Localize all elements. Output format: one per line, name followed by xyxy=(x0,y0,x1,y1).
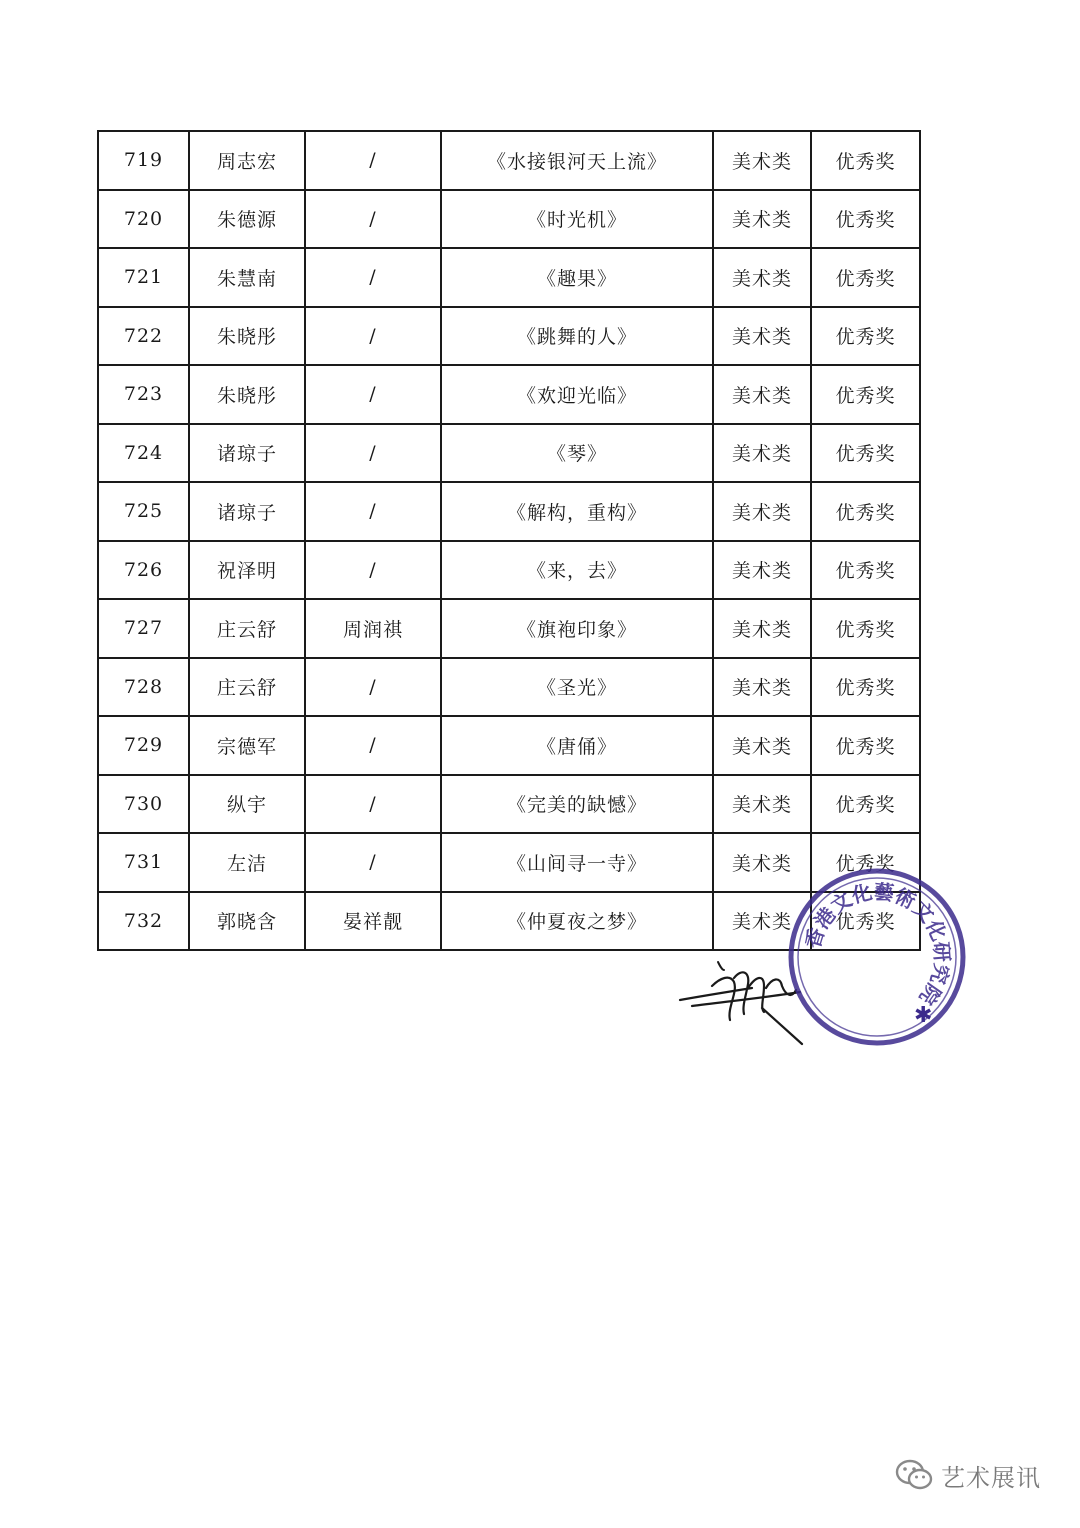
cell-category: 美术类 xyxy=(713,833,811,892)
cell-award: 优秀奖 xyxy=(811,307,920,366)
cell-author: 庄云舒 xyxy=(189,599,305,658)
cell-category: 美术类 xyxy=(713,482,811,541)
table-row xyxy=(98,716,920,775)
table-row xyxy=(98,658,920,717)
cell-category: 美术类 xyxy=(713,365,811,424)
cell-no: 729 xyxy=(98,716,189,775)
watermark-label: 艺术展讯 xyxy=(941,1463,1041,1492)
cell-category: 美术类 xyxy=(713,248,811,307)
cell-author: 朱晓彤 xyxy=(189,365,305,424)
seal-star-icon: ✱ xyxy=(914,1003,933,1028)
seal-text: 香港文化藝術文化研究院 xyxy=(800,879,955,1010)
cell-category: 美术类 xyxy=(713,658,811,717)
cell-title: 《时光机》 xyxy=(441,190,713,249)
cell-title: 《趣果》 xyxy=(441,248,713,307)
awards-table-body xyxy=(98,131,920,950)
cell-title: 《琴》 xyxy=(441,424,713,483)
cell-title: 《仲夏夜之梦》 xyxy=(441,892,713,951)
table-row xyxy=(98,365,920,424)
cell-title: 《旗袍印象》 xyxy=(441,599,713,658)
cell-author: 纵宇 xyxy=(189,775,305,834)
cell-category: 美术类 xyxy=(713,892,811,951)
cell-award: 优秀奖 xyxy=(811,424,920,483)
cell-advisor: 晏祥靓 xyxy=(305,892,441,951)
table-row xyxy=(98,599,920,658)
cell-no: 724 xyxy=(98,424,189,483)
cell-no: 719 xyxy=(98,131,189,190)
table-row xyxy=(98,190,920,249)
cell-category: 美术类 xyxy=(713,307,811,366)
cell-title: 《跳舞的人》 xyxy=(441,307,713,366)
cell-advisor: / xyxy=(305,775,441,834)
awards-table xyxy=(97,130,921,951)
cell-advisor: 周润祺 xyxy=(305,599,441,658)
cell-author: 诸琼子 xyxy=(189,424,305,483)
cell-author: 周志宏 xyxy=(189,131,305,190)
table-row xyxy=(98,424,920,483)
cell-title: 《欢迎光临》 xyxy=(441,365,713,424)
cell-award: 优秀奖 xyxy=(811,892,920,951)
cell-no: 732 xyxy=(98,892,189,951)
cell-award: 优秀奖 xyxy=(811,833,920,892)
cell-no: 721 xyxy=(98,248,189,307)
cell-title: 《唐俑》 xyxy=(441,716,713,775)
cell-author: 朱慧南 xyxy=(189,248,305,307)
cell-advisor: / xyxy=(305,716,441,775)
table-row xyxy=(98,307,920,366)
cell-advisor: / xyxy=(305,131,441,190)
wechat-icon xyxy=(895,1458,933,1492)
cell-category: 美术类 xyxy=(713,541,811,600)
cell-author: 左洁 xyxy=(189,833,305,892)
cell-category: 美术类 xyxy=(713,775,811,834)
cell-no: 731 xyxy=(98,833,189,892)
table-row xyxy=(98,775,920,834)
cell-award: 优秀奖 xyxy=(811,658,920,717)
cell-award: 优秀奖 xyxy=(811,775,920,834)
cell-no: 723 xyxy=(98,365,189,424)
cell-advisor: / xyxy=(305,365,441,424)
cell-author: 郭晓含 xyxy=(189,892,305,951)
cell-author: 诸琼子 xyxy=(189,482,305,541)
cell-advisor: / xyxy=(305,658,441,717)
cell-title: 《山间寻一寺》 xyxy=(441,833,713,892)
cell-award: 优秀奖 xyxy=(811,248,920,307)
cell-advisor: / xyxy=(305,833,441,892)
table-row xyxy=(98,482,920,541)
cell-author: 祝泽明 xyxy=(189,541,305,600)
watermark xyxy=(895,1455,1041,1495)
official-seal xyxy=(782,862,972,1052)
cell-award: 优秀奖 xyxy=(811,482,920,541)
cell-advisor: / xyxy=(305,307,441,366)
cell-no: 720 xyxy=(98,190,189,249)
cell-advisor: / xyxy=(305,424,441,483)
cell-advisor: / xyxy=(305,541,441,600)
cell-advisor: / xyxy=(305,248,441,307)
cell-category: 美术类 xyxy=(713,190,811,249)
cell-title: 《完美的缺憾》 xyxy=(441,775,713,834)
cell-award: 优秀奖 xyxy=(811,365,920,424)
cell-category: 美术类 xyxy=(713,131,811,190)
cell-award: 优秀奖 xyxy=(811,190,920,249)
table-row xyxy=(98,131,920,190)
cell-author: 朱晓彤 xyxy=(189,307,305,366)
cell-advisor: / xyxy=(305,482,441,541)
cell-title: 《圣光》 xyxy=(441,658,713,717)
table-row xyxy=(98,248,920,307)
cell-title: 《解构，重构》 xyxy=(441,482,713,541)
cell-no: 722 xyxy=(98,307,189,366)
cell-category: 美术类 xyxy=(713,599,811,658)
cell-author: 庄云舒 xyxy=(189,658,305,717)
table-row xyxy=(98,541,920,600)
cell-advisor: / xyxy=(305,190,441,249)
cell-author: 朱德源 xyxy=(189,190,305,249)
cell-no: 726 xyxy=(98,541,189,600)
cell-author: 宗德军 xyxy=(189,716,305,775)
cell-title: 《水接银河天上流》 xyxy=(441,131,713,190)
cell-category: 美术类 xyxy=(713,716,811,775)
cell-no: 725 xyxy=(98,482,189,541)
cell-no: 730 xyxy=(98,775,189,834)
cell-award: 优秀奖 xyxy=(811,716,920,775)
cell-no: 728 xyxy=(98,658,189,717)
cell-award: 优秀奖 xyxy=(811,599,920,658)
cell-award: 优秀奖 xyxy=(811,131,920,190)
cell-category: 美术类 xyxy=(713,424,811,483)
cell-award: 优秀奖 xyxy=(811,541,920,600)
cell-no: 727 xyxy=(98,599,189,658)
cell-title: 《来，去》 xyxy=(441,541,713,600)
